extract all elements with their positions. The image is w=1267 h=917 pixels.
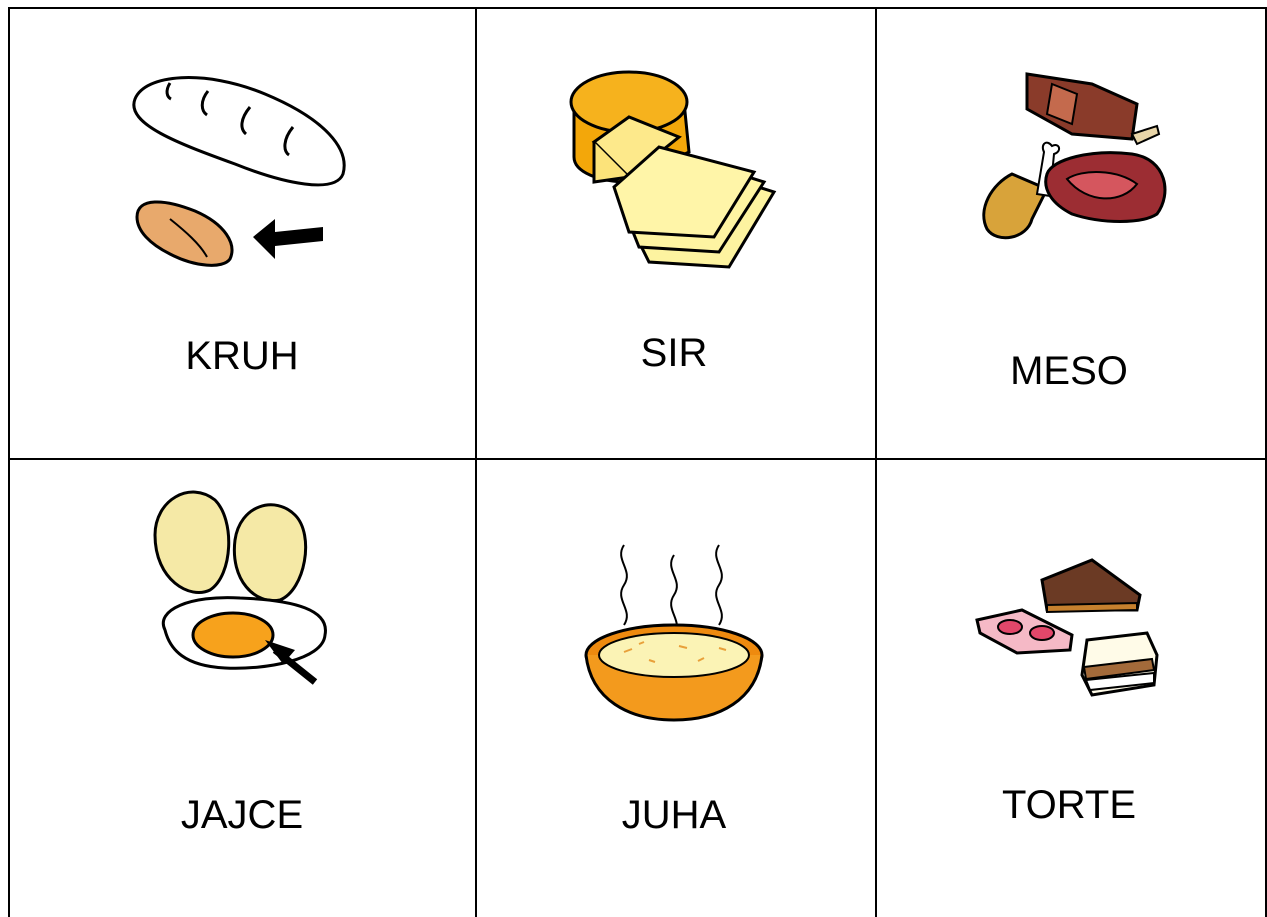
card-meso <box>877 9 1265 458</box>
bread-icon <box>125 69 355 279</box>
soup-icon <box>579 540 774 725</box>
card-torte <box>877 460 1265 917</box>
card-juha <box>477 460 875 917</box>
card-label: JUHA <box>621 793 727 837</box>
egg-icon <box>145 480 345 720</box>
card-sir <box>477 9 875 458</box>
card-label: JAJCE <box>180 793 304 837</box>
card-jajce <box>10 460 475 917</box>
cake-icon <box>972 555 1177 705</box>
meat-icon <box>972 64 1172 249</box>
card-label: KRUH <box>185 334 299 378</box>
card-label: TORTE <box>1001 783 1137 827</box>
cheese-icon <box>569 67 789 282</box>
card-kruh <box>10 9 475 458</box>
card-label: SIR <box>640 331 708 375</box>
card-label: MESO <box>1010 349 1128 393</box>
